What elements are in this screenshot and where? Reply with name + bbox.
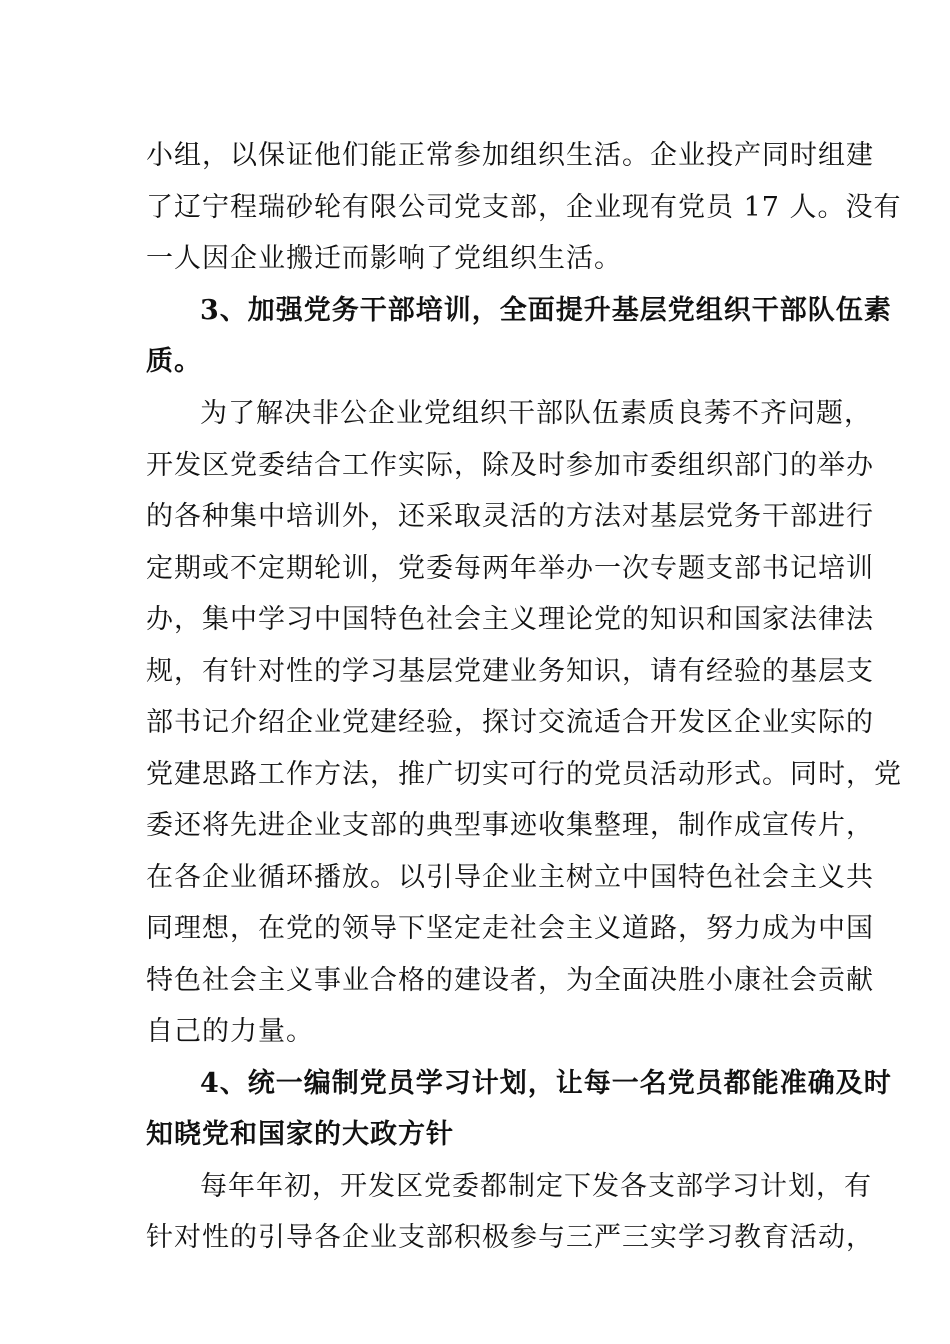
paragraph-2-line-12: 特色社会主义事业合格的建设者，为全面决胜小康社会贡献 <box>146 965 874 996</box>
paragraph-2-line-8: 党建思路工作方法，推广切实可行的党员活动形式。同时，党 <box>146 759 902 790</box>
paragraph-2-line-1: 为了解决非公企业党组织干部队伍素质良莠不齐问题， <box>200 398 872 429</box>
heading-3-line-2: 质。 <box>146 346 202 377</box>
paragraph-2-line-13: 自己的力量。 <box>146 1016 314 1047</box>
paragraph-1-line-1: 小组，以保证他们能正常参加组织生活。企业投产同时组建 <box>146 140 874 171</box>
paragraph-1-line-2: 了辽宁程瑞砂轮有限公司党支部，企业现有党员 17 人。没有 <box>146 192 902 223</box>
heading-3-line-1: 3、加强党务干部培训，全面提升基层党组织干部队伍素 <box>200 295 892 326</box>
paragraph-2-line-4: 定期或不定期轮训，党委每两年举办一次专题支部书记培训 <box>146 553 874 584</box>
paragraph-2-line-3: 的各种集中培训外，还采取灵活的方法对基层党务干部进行 <box>146 501 874 532</box>
paragraph-2-line-9: 委还将先进企业支部的典型事迹收集整理，制作成宣传片， <box>146 810 874 841</box>
paragraph-2-line-6: 规，有针对性的学习基层党建业务知识，请有经验的基层支 <box>146 656 874 687</box>
heading-4-line-1: 4、统一编制党员学习计划，让每一名党员都能准确及时 <box>200 1068 892 1099</box>
paragraph-3-line-2: 针对性的引导各企业支部积极参与三严三实学习教育活动， <box>146 1222 874 1253</box>
paragraph-2-line-10: 在各企业循环播放。以引导企业主树立中国特色社会主义共 <box>146 862 874 893</box>
paragraph-2-line-11: 同理想，在党的领导下坚定走社会主义道路，努力成为中国 <box>146 913 874 944</box>
paragraph-2-line-7: 部书记介绍企业党建经验，探讨交流适合开发区企业实际的 <box>146 707 874 738</box>
paragraph-2-line-5: 办，集中学习中国特色社会主义理论党的知识和国家法律法 <box>146 604 874 635</box>
heading-4-line-2: 知晓党和国家的大政方针 <box>146 1119 454 1150</box>
paragraph-3-line-1: 每年年初，开发区党委都制定下发各支部学习计划，有 <box>200 1171 872 1202</box>
paragraph-2-line-2: 开发区党委结合工作实际，除及时参加市委组织部门的举办 <box>146 450 874 481</box>
paragraph-1-line-3: 一人因企业搬迁而影响了党组织生活。 <box>146 243 622 274</box>
